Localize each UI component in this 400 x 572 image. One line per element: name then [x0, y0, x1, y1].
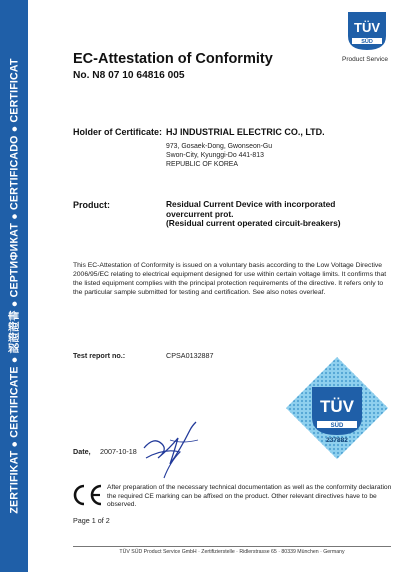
product-line: overcurrent prot. [166, 208, 234, 219]
seal-sub: SÜD [330, 423, 344, 429]
side-band-text: ZERTIFIKAT ● CERTIFICATE ● 認證證書 ● СЕРТИФИКАТ ● CERTIFICADO ● CERTIFICAT [8, 58, 21, 514]
test-report-number: CPSA0132887 [166, 351, 214, 360]
address-line: 973, Gosaek-Dong, Gwonseon-Gu [166, 143, 273, 150]
seal-brand: TÜV [320, 397, 354, 416]
holder-label: Holder of Certificate: [73, 127, 163, 137]
product-description [166, 200, 341, 229]
tuv-logo-icon [346, 10, 388, 52]
certificate-side-band [0, 0, 28, 572]
logo-tagline: Product Service [342, 56, 388, 63]
signature-icon [140, 418, 202, 484]
address-line: REPUBLIC OF KOREA [166, 161, 238, 169]
ce-mark-icon [70, 484, 104, 506]
certificate-number: No. N8 07 10 64816 005 [73, 70, 185, 81]
product-line: (Residual current operated circuit-breakers) [166, 218, 341, 229]
address-line: Swon-City, Kyunggi-Do 441-813 [166, 152, 264, 160]
seal-number: 237882 [326, 437, 348, 444]
test-report-label: Test report no.: [73, 351, 126, 360]
footer-divider [73, 546, 391, 547]
logo-sub: SÜD [361, 39, 373, 45]
logo-brand: TÜV [354, 20, 380, 35]
date-label: Date, [73, 447, 91, 456]
footer-address: TÜV SÜD Product Service GmbH · Zertifizierstelle · Ridlerstrasse 65 · 80339 München · Germany [119, 549, 345, 555]
ce-note: After preparation of the necessary technical documentation as well as the conformity declaration the required CE marking can be affixed on the product. Other relevant directives have to be observed. [107, 484, 392, 509]
issue-date: 2007-10-18 [100, 447, 137, 456]
tuv-seal-icon [284, 355, 390, 461]
product-label: Product: [73, 200, 110, 210]
product-line: Residual Current Device with incorporated [166, 199, 336, 209]
holder-name: HJ INDUSTRIAL ELECTRIC CO., LTD. [166, 127, 325, 137]
holder-address [166, 142, 272, 169]
document-title: EC-Attestation of Conformity [73, 51, 273, 67]
attestation-statement: This EC-Attestation of Conformity is issued on a voluntary basis according to the Low Voltage Directive 2006/95/EC relating to electrical equipment designed for use within certain voltage limits. It confirms that the listed equipment complies with the principal protection requirements of the directive. It refers only to the particular sample submitted for testing and certification. See also notes overleaf. [73, 262, 387, 296]
page-number: Page 1 of 2 [73, 516, 110, 525]
